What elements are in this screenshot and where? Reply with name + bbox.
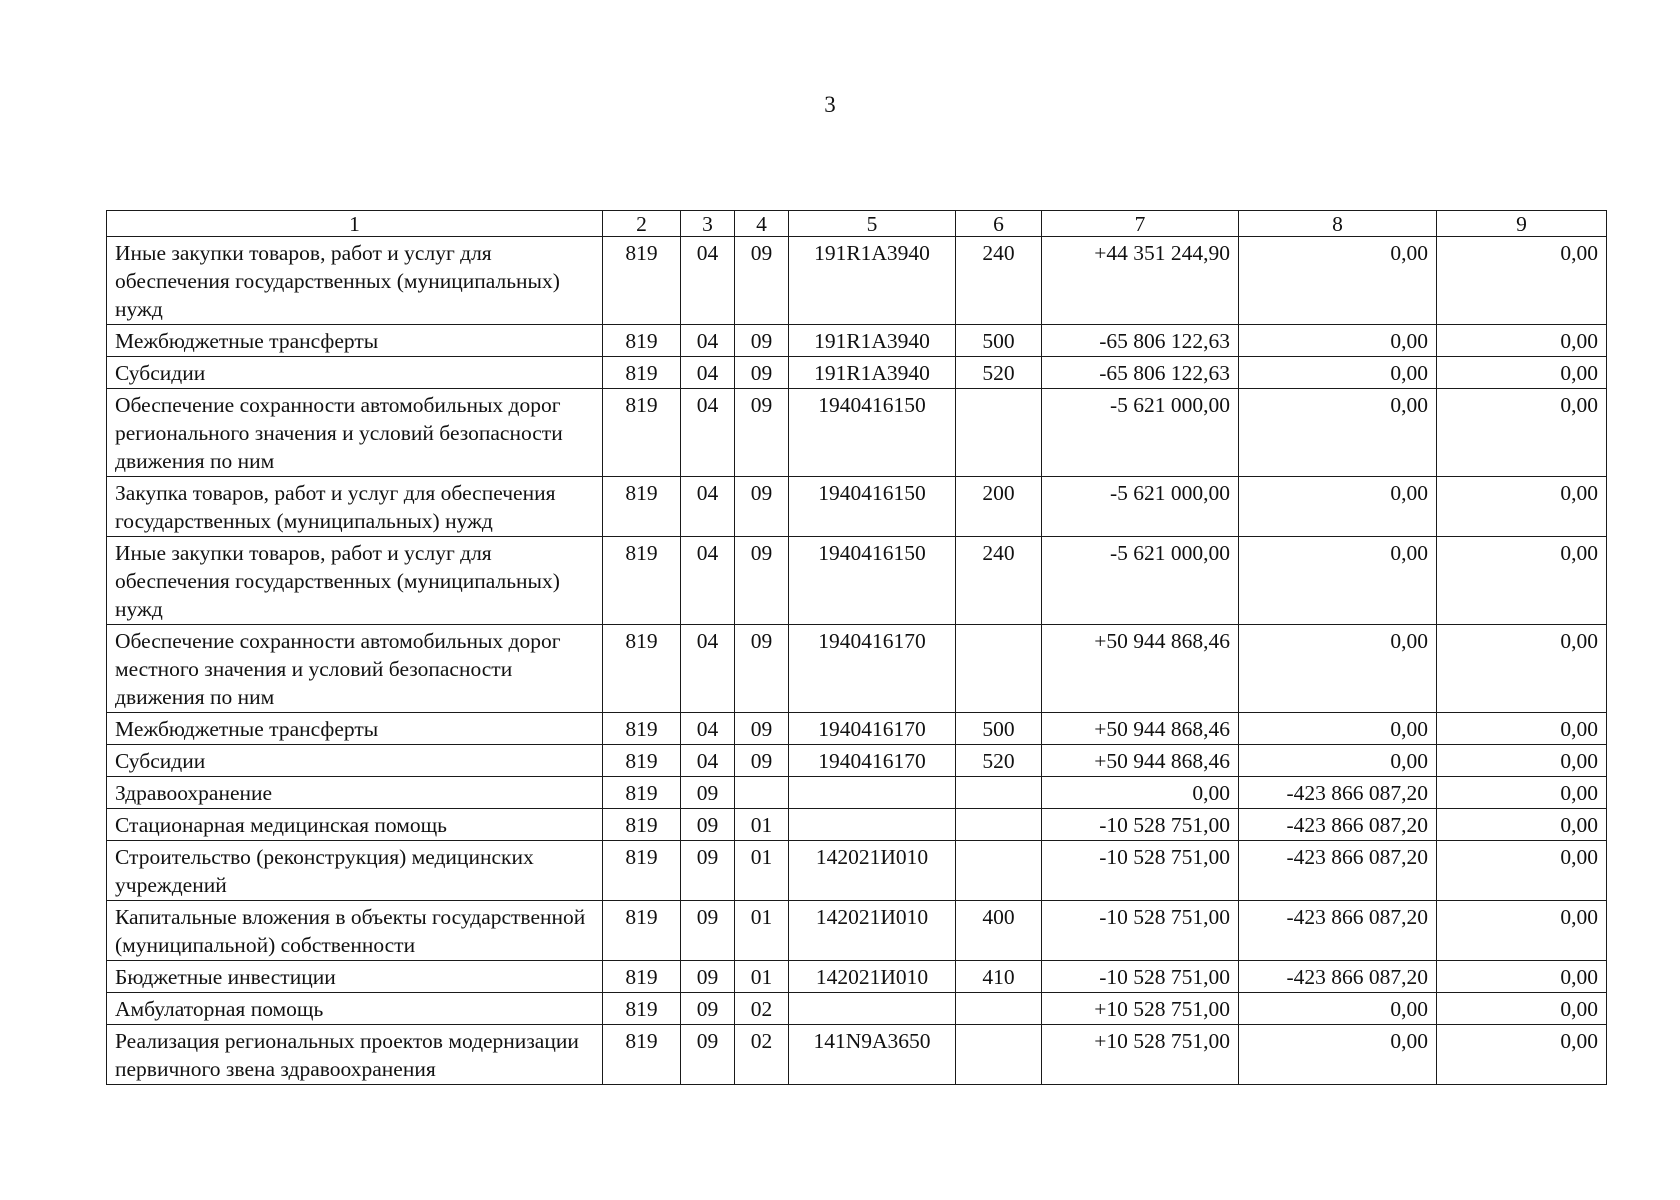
row-target-cell: 191R1A3940	[789, 357, 956, 389]
row-section-cell: 04	[681, 625, 735, 713]
row-target-cell: 142021И010	[789, 961, 956, 993]
row-amount-cell: 0,00	[1239, 745, 1437, 777]
row-section-cell: 09	[681, 841, 735, 901]
row-target-cell: 1940416150	[789, 477, 956, 537]
column-header: 2	[603, 211, 681, 237]
row-amount-cell: +50 944 868,46	[1042, 713, 1239, 745]
row-code-cell: 819	[603, 389, 681, 477]
row-amount-cell: 0,00	[1042, 777, 1239, 809]
table-row	[107, 389, 1607, 477]
table-row	[107, 777, 1607, 809]
row-target-cell: 1940416170	[789, 625, 956, 713]
row-amount-cell: -423 866 087,20	[1239, 777, 1437, 809]
table-row	[107, 961, 1607, 993]
row-code-cell: 819	[603, 325, 681, 357]
row-amount-cell: 0,00	[1437, 325, 1607, 357]
row-section-cell: 04	[681, 745, 735, 777]
row-type-cell	[956, 841, 1042, 901]
row-amount-cell: +50 944 868,46	[1042, 625, 1239, 713]
row-amount-cell: 0,00	[1437, 713, 1607, 745]
row-name-cell: Реализация региональных проектов модернизации первичного звена здравоохранения	[107, 1025, 603, 1085]
row-target-cell: 142021И010	[789, 901, 956, 961]
row-type-cell: 500	[956, 325, 1042, 357]
row-target-cell: 1940416150	[789, 389, 956, 477]
column-header: 6	[956, 211, 1042, 237]
row-target-cell: 141N9A3650	[789, 1025, 956, 1085]
row-amount-cell: 0,00	[1437, 777, 1607, 809]
column-header: 3	[681, 211, 735, 237]
row-amount-cell: 0,00	[1239, 237, 1437, 325]
row-subsection-cell: 09	[735, 357, 789, 389]
table-row	[107, 841, 1607, 901]
row-amount-cell: 0,00	[1239, 625, 1437, 713]
row-name-cell: Капитальные вложения в объекты государственной (муниципальной) собственности	[107, 901, 603, 961]
row-name-cell: Субсидии	[107, 745, 603, 777]
row-amount-cell: 0,00	[1437, 237, 1607, 325]
row-amount-cell: +50 944 868,46	[1042, 745, 1239, 777]
row-section-cell: 09	[681, 1025, 735, 1085]
row-code-cell: 819	[603, 477, 681, 537]
row-target-cell: 191R1A3940	[789, 325, 956, 357]
row-name-cell: Бюджетные инвестиции	[107, 961, 603, 993]
row-amount-cell: 0,00	[1437, 993, 1607, 1025]
row-amount-cell: +10 528 751,00	[1042, 1025, 1239, 1085]
table-row	[107, 745, 1607, 777]
row-code-cell: 819	[603, 777, 681, 809]
row-subsection-cell: 09	[735, 537, 789, 625]
row-name-cell: Обеспечение сохранности автомобильных дорог регионального значения и условий безопасности движения по ним	[107, 389, 603, 477]
row-code-cell: 819	[603, 713, 681, 745]
row-name-cell: Межбюджетные трансферты	[107, 325, 603, 357]
row-code-cell: 819	[603, 901, 681, 961]
row-amount-cell: -5 621 000,00	[1042, 537, 1239, 625]
row-type-cell: 520	[956, 357, 1042, 389]
row-code-cell: 819	[603, 537, 681, 625]
row-target-cell	[789, 777, 956, 809]
row-type-cell	[956, 777, 1042, 809]
row-amount-cell: 0,00	[1437, 357, 1607, 389]
row-section-cell: 09	[681, 777, 735, 809]
row-code-cell: 819	[603, 841, 681, 901]
row-subsection-cell: 09	[735, 745, 789, 777]
table-row	[107, 477, 1607, 537]
column-header: 5	[789, 211, 956, 237]
row-code-cell: 819	[603, 961, 681, 993]
row-subsection-cell: 01	[735, 961, 789, 993]
page-number: 3	[824, 92, 836, 117]
column-header: 1	[107, 211, 603, 237]
table-row	[107, 357, 1607, 389]
row-code-cell: 819	[603, 357, 681, 389]
row-amount-cell: 0,00	[1239, 1025, 1437, 1085]
row-type-cell: 520	[956, 745, 1042, 777]
row-type-cell: 240	[956, 237, 1042, 325]
row-section-cell: 04	[681, 713, 735, 745]
row-subsection-cell: 09	[735, 389, 789, 477]
row-subsection-cell: 01	[735, 901, 789, 961]
row-name-cell: Стационарная медицинская помощь	[107, 809, 603, 841]
row-type-cell	[956, 809, 1042, 841]
row-section-cell: 09	[681, 961, 735, 993]
row-name-cell: Строительство (реконструкция) медицинских учреждений	[107, 841, 603, 901]
row-section-cell: 09	[681, 993, 735, 1025]
row-name-cell: Межбюджетные трансферты	[107, 713, 603, 745]
row-name-cell: Иные закупки товаров, работ и услуг для обеспечения государственных (муниципальных) нужд	[107, 237, 603, 325]
row-name-cell: Амбулаторная помощь	[107, 993, 603, 1025]
row-type-cell: 500	[956, 713, 1042, 745]
row-name-cell: Закупка товаров, работ и услуг для обеспечения государственных (муниципальных) нужд	[107, 477, 603, 537]
table-row	[107, 993, 1607, 1025]
row-type-cell	[956, 389, 1042, 477]
row-section-cell: 04	[681, 477, 735, 537]
row-amount-cell: -10 528 751,00	[1042, 841, 1239, 901]
row-type-cell: 200	[956, 477, 1042, 537]
row-amount-cell: -423 866 087,20	[1239, 961, 1437, 993]
table-body	[107, 237, 1607, 1085]
row-section-cell: 09	[681, 809, 735, 841]
row-subsection-cell	[735, 777, 789, 809]
row-amount-cell: 0,00	[1239, 477, 1437, 537]
row-subsection-cell: 01	[735, 809, 789, 841]
row-amount-cell: 0,00	[1437, 745, 1607, 777]
row-subsection-cell: 09	[735, 477, 789, 537]
row-subsection-cell: 02	[735, 1025, 789, 1085]
row-amount-cell: -423 866 087,20	[1239, 809, 1437, 841]
row-amount-cell: -65 806 122,63	[1042, 357, 1239, 389]
row-amount-cell: -5 621 000,00	[1042, 477, 1239, 537]
table-row	[107, 1025, 1607, 1085]
column-header: 7	[1042, 211, 1239, 237]
row-subsection-cell: 09	[735, 237, 789, 325]
row-amount-cell: 0,00	[1239, 357, 1437, 389]
row-section-cell: 04	[681, 389, 735, 477]
column-header: 8	[1239, 211, 1437, 237]
row-target-cell: 1940416170	[789, 745, 956, 777]
row-target-cell	[789, 993, 956, 1025]
row-section-cell: 04	[681, 237, 735, 325]
row-amount-cell: -10 528 751,00	[1042, 809, 1239, 841]
row-type-cell	[956, 1025, 1042, 1085]
row-amount-cell: -10 528 751,00	[1042, 961, 1239, 993]
row-amount-cell: -65 806 122,63	[1042, 325, 1239, 357]
budget-table	[106, 210, 1607, 1085]
row-subsection-cell: 09	[735, 325, 789, 357]
row-section-cell: 09	[681, 901, 735, 961]
row-type-cell: 400	[956, 901, 1042, 961]
row-target-cell	[789, 809, 956, 841]
row-amount-cell: 0,00	[1239, 325, 1437, 357]
row-name-cell: Здравоохранение	[107, 777, 603, 809]
column-header: 4	[735, 211, 789, 237]
row-amount-cell: 0,00	[1437, 961, 1607, 993]
row-amount-cell: 0,00	[1239, 993, 1437, 1025]
table-header-row	[107, 211, 1607, 237]
row-type-cell	[956, 625, 1042, 713]
row-code-cell: 819	[603, 993, 681, 1025]
row-code-cell: 819	[603, 1025, 681, 1085]
table-row	[107, 901, 1607, 961]
row-section-cell: 04	[681, 325, 735, 357]
row-subsection-cell: 01	[735, 841, 789, 901]
row-amount-cell: -10 528 751,00	[1042, 901, 1239, 961]
row-amount-cell: -423 866 087,20	[1239, 841, 1437, 901]
table-row	[107, 713, 1607, 745]
row-amount-cell: 0,00	[1437, 841, 1607, 901]
row-code-cell: 819	[603, 625, 681, 713]
row-amount-cell: 0,00	[1437, 477, 1607, 537]
row-code-cell: 819	[603, 237, 681, 325]
row-amount-cell: 0,00	[1437, 809, 1607, 841]
row-code-cell: 819	[603, 809, 681, 841]
row-amount-cell: -5 621 000,00	[1042, 389, 1239, 477]
row-amount-cell: 0,00	[1437, 625, 1607, 713]
row-amount-cell: 0,00	[1437, 389, 1607, 477]
row-amount-cell: +44 351 244,90	[1042, 237, 1239, 325]
row-subsection-cell: 09	[735, 625, 789, 713]
column-header: 9	[1437, 211, 1607, 237]
row-target-cell: 1940416170	[789, 713, 956, 745]
row-type-cell: 240	[956, 537, 1042, 625]
row-type-cell	[956, 993, 1042, 1025]
row-section-cell: 04	[681, 357, 735, 389]
row-subsection-cell: 09	[735, 713, 789, 745]
row-type-cell: 410	[956, 961, 1042, 993]
row-amount-cell: 0,00	[1239, 389, 1437, 477]
table-row	[107, 625, 1607, 713]
row-amount-cell: +10 528 751,00	[1042, 993, 1239, 1025]
table-row	[107, 537, 1607, 625]
row-section-cell: 04	[681, 537, 735, 625]
row-amount-cell: 0,00	[1437, 1025, 1607, 1085]
table-row	[107, 325, 1607, 357]
row-amount-cell: 0,00	[1239, 713, 1437, 745]
row-subsection-cell: 02	[735, 993, 789, 1025]
row-amount-cell: 0,00	[1437, 901, 1607, 961]
row-amount-cell: 0,00	[1437, 537, 1607, 625]
row-target-cell: 142021И010	[789, 841, 956, 901]
table-row	[107, 809, 1607, 841]
row-target-cell: 1940416150	[789, 537, 956, 625]
table-row	[107, 237, 1607, 325]
row-code-cell: 819	[603, 745, 681, 777]
row-name-cell: Иные закупки товаров, работ и услуг для обеспечения государственных (муниципальных) нужд	[107, 537, 603, 625]
row-name-cell: Субсидии	[107, 357, 603, 389]
row-amount-cell: -423 866 087,20	[1239, 901, 1437, 961]
row-amount-cell: 0,00	[1239, 537, 1437, 625]
row-target-cell: 191R1A3940	[789, 237, 956, 325]
row-name-cell: Обеспечение сохранности автомобильных дорог местного значения и условий безопасности движения по ним	[107, 625, 603, 713]
